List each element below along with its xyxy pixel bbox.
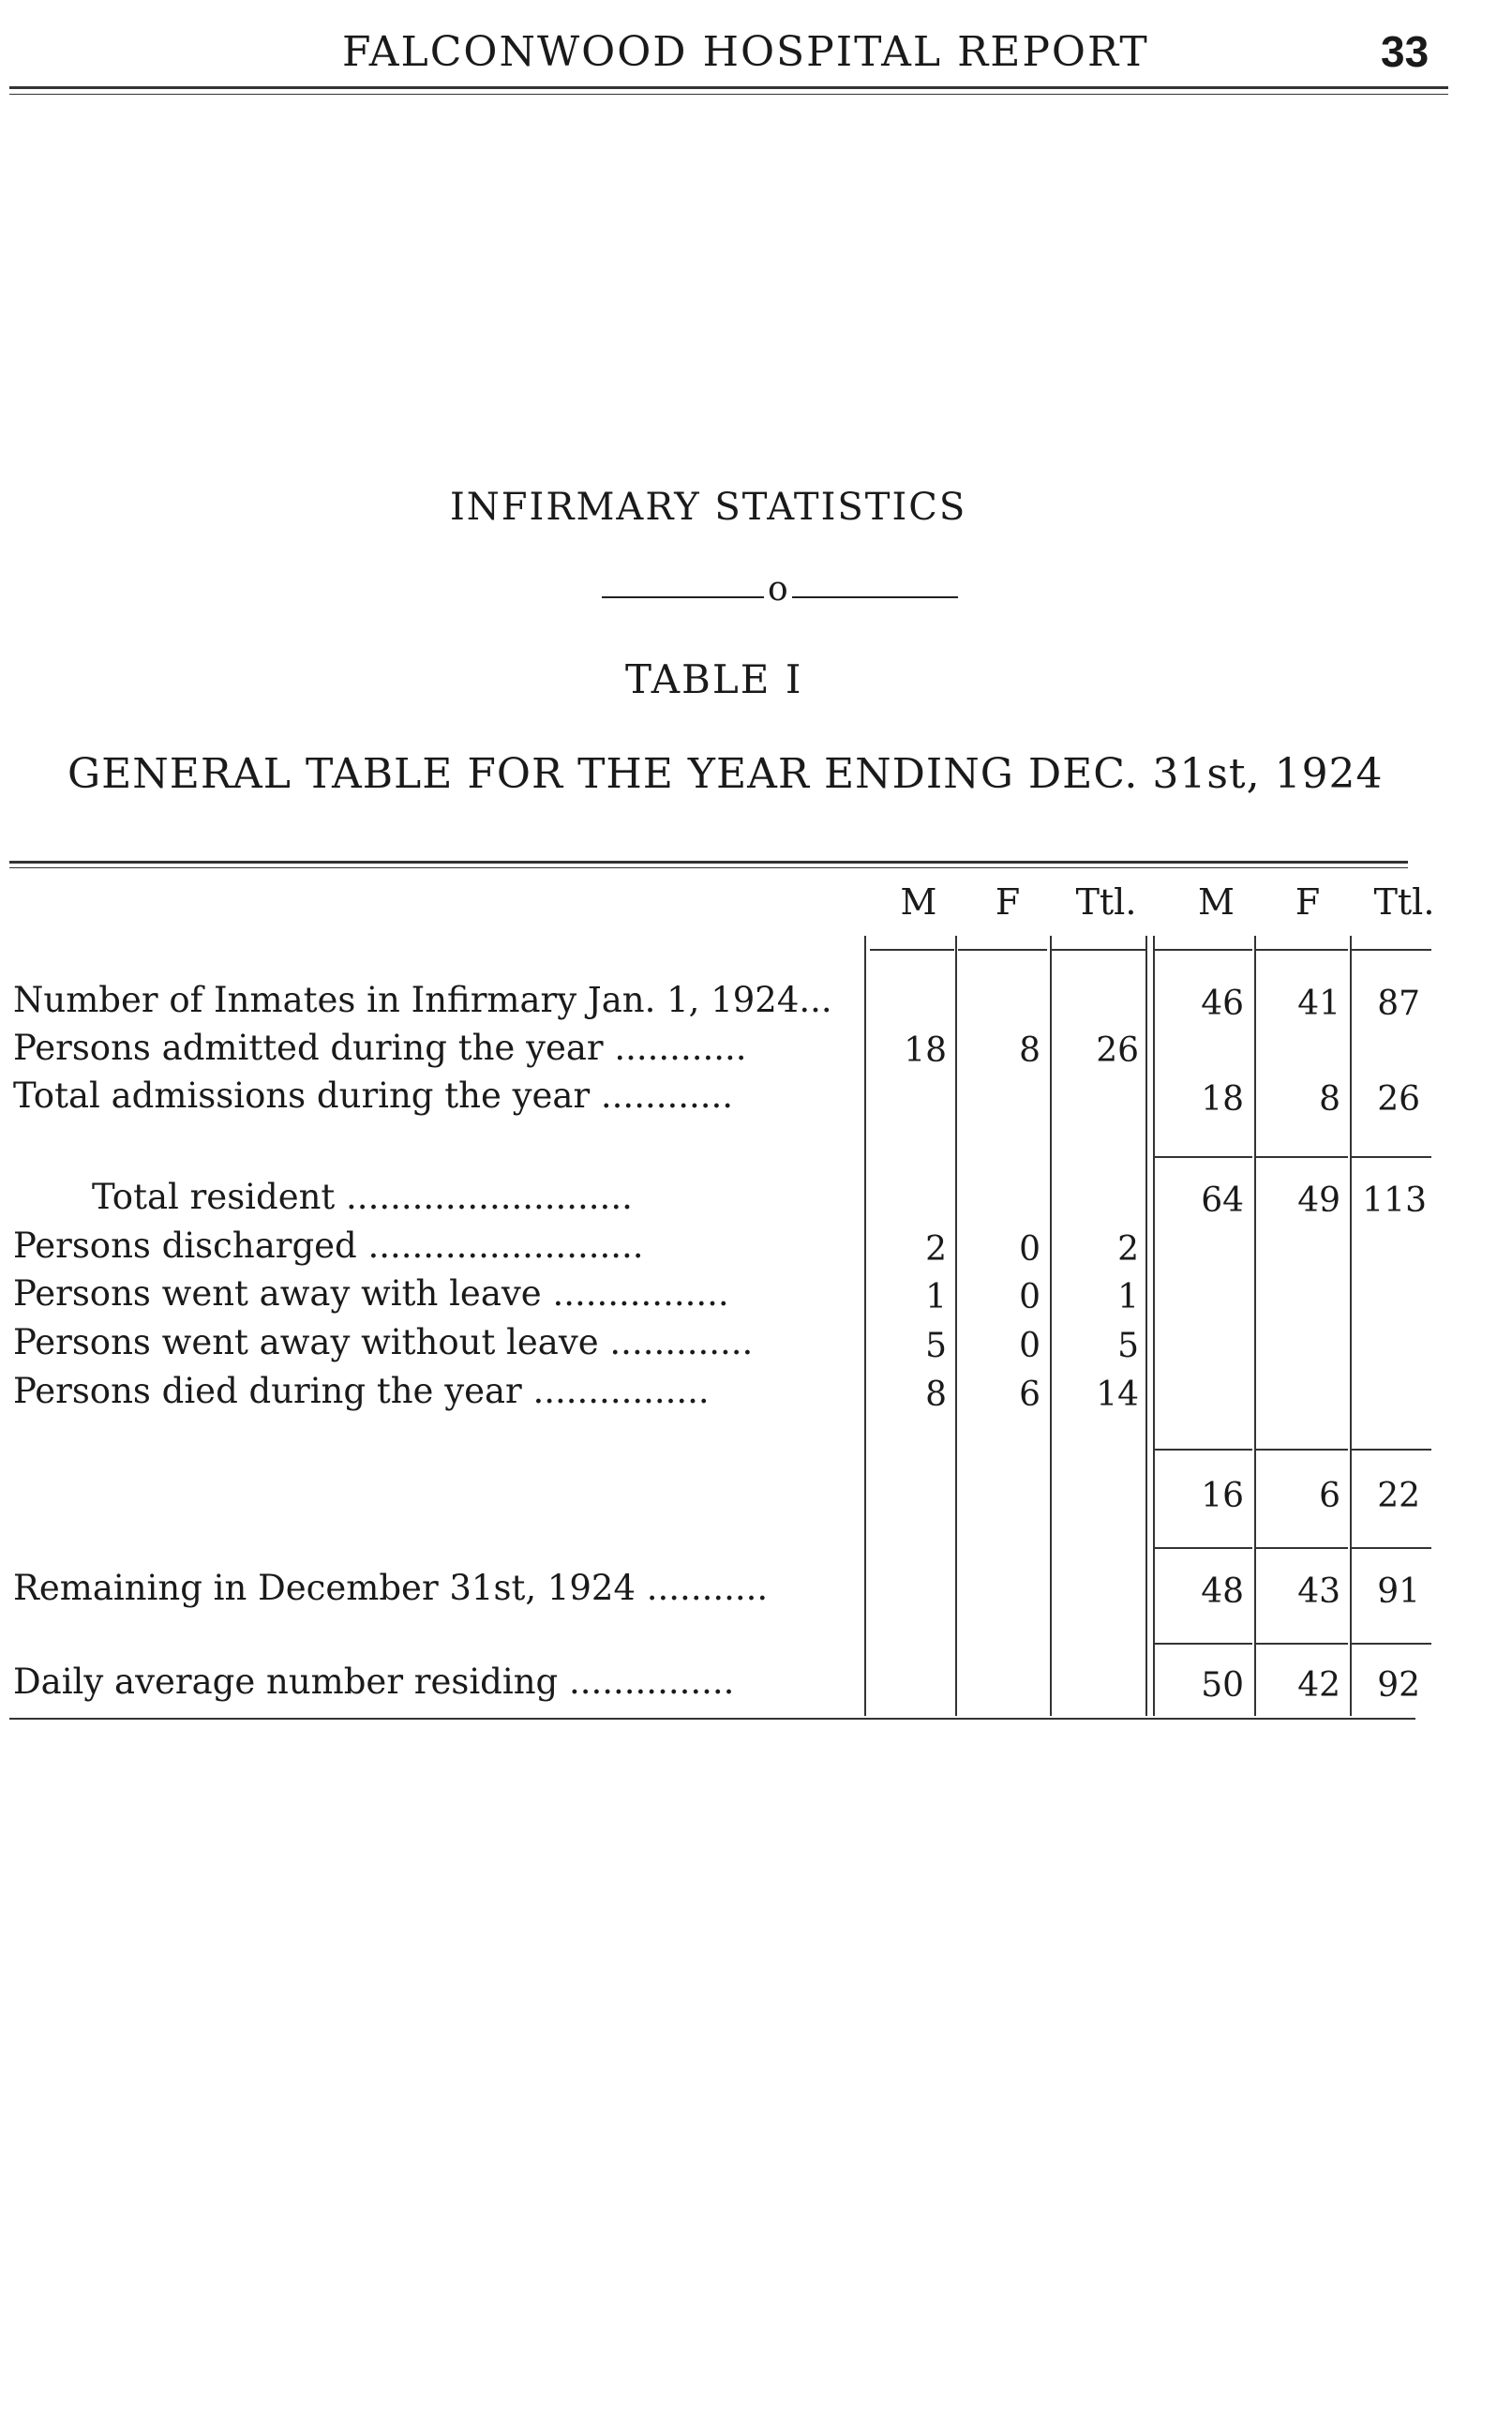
table-top-rule-thin [9,867,1408,868]
table-top-rule [9,861,1408,864]
col-underline [1052,949,1145,951]
col-underline [958,949,1047,951]
cell-left-ttl: 5 [1117,1327,1139,1365]
cell-left-m: 5 [925,1327,947,1365]
sum-rule [1256,1156,1348,1158]
sum-rule [1352,1643,1431,1645]
cell-right-ttl: 26 [1377,1080,1420,1119]
cell-left-ttl: 26 [1096,1031,1139,1070]
sum-rule [1155,1547,1252,1549]
cell-right-f: 49 [1297,1181,1340,1220]
column-rule [864,936,866,1716]
cell-subtotal-m: 16 [1201,1477,1244,1515]
cell-left-f: 6 [1019,1376,1040,1414]
sum-rule [1256,1643,1348,1645]
col-header-right-f: F [1295,881,1321,923]
cell-right-f: 43 [1297,1572,1340,1611]
cell-left-f: 8 [1019,1031,1040,1070]
row-label-total-resident: Total resident .......................... [92,1177,633,1217]
row-label-admitted: Persons admitted during the year ............ [13,1028,747,1068]
cell-left-m: 8 [925,1376,947,1414]
cell-right-m: 64 [1201,1181,1244,1220]
cell-left-m: 18 [904,1031,947,1070]
sum-rule [1155,1449,1252,1451]
row-label-without-leave: Persons went away without leave ............. [13,1322,754,1362]
cell-right-m: 18 [1201,1080,1244,1119]
cell-right-ttl: 87 [1377,985,1420,1023]
cell-right-m: 48 [1201,1572,1244,1611]
header-rule-thin [9,94,1448,95]
column-rule [1153,936,1155,1716]
table-label: TABLE I [625,656,803,702]
header-rule [9,86,1448,89]
sum-rule [1352,1547,1431,1549]
row-label-remaining: Remaining in December 31st, 1924 ........... [13,1568,769,1608]
cell-right-ttl: 113 [1362,1181,1427,1220]
col-underline [1155,949,1252,951]
row-label-daily-average: Daily average number residing ............... [13,1662,735,1702]
table-heading: GENERAL TABLE FOR THE YEAR ENDING DEC. 31st, 1924 [67,750,1384,798]
cell-left-ttl: 1 [1117,1278,1139,1316]
sum-rule [1155,1643,1252,1645]
row-label-leave: Persons went away with leave ................ [13,1273,729,1314]
title-separator-mark: o [764,570,792,609]
cell-right-ttl: 91 [1377,1572,1420,1611]
sum-rule [1155,1156,1252,1158]
cell-left-f: 0 [1019,1327,1040,1365]
sum-rule [1256,1547,1348,1549]
col-header-left-f: F [995,881,1021,923]
column-rule [955,936,957,1716]
cell-left-f: 0 [1019,1278,1040,1316]
cell-right-m: 50 [1201,1666,1244,1705]
column-rule [1350,936,1352,1716]
row-label-discharged: Persons discharged ......................... [13,1226,644,1266]
sum-rule [1256,1449,1348,1451]
column-rule [1145,936,1147,1716]
cell-right-m: 46 [1201,985,1244,1023]
cell-left-m: 1 [925,1278,947,1316]
col-header-left-ttl: Ttl. [1075,881,1137,923]
col-underline [1256,949,1348,951]
row-label-died: Persons died during the year ................ [13,1371,710,1411]
cell-subtotal-f: 6 [1319,1477,1340,1515]
column-rule [1254,936,1256,1716]
cell-left-ttl: 14 [1096,1376,1139,1414]
col-header-right-m: M [1198,881,1235,923]
row-label-inmates-jan1: Number of Inmates in Infirmary Jan. 1, 1924... [13,980,832,1020]
cell-right-f: 41 [1297,985,1340,1023]
table-bottom-rule [9,1718,1415,1720]
cell-left-f: 0 [1019,1230,1040,1269]
column-rule [1050,936,1052,1716]
cell-right-f: 8 [1319,1080,1340,1119]
col-header-left-m: M [900,881,937,923]
cell-right-f: 42 [1297,1666,1340,1705]
cell-left-m: 2 [925,1230,947,1269]
col-underline [1352,949,1431,951]
cell-right-ttl: 92 [1377,1666,1420,1705]
sum-rule [1352,1449,1431,1451]
cell-subtotal-ttl: 22 [1377,1477,1420,1515]
row-label-total-admissions: Total admissions during the year ............ [13,1075,734,1116]
col-underline [870,949,954,951]
cell-left-ttl: 2 [1117,1230,1139,1269]
col-header-right-ttl: Ttl. [1373,881,1435,923]
sum-rule [1352,1156,1431,1158]
section-title: INFIRMARY STATISTICS [450,486,967,529]
page-number: 33 [1381,27,1430,76]
running-title: FALCONWOOD HOSPITAL REPORT [342,28,1149,76]
